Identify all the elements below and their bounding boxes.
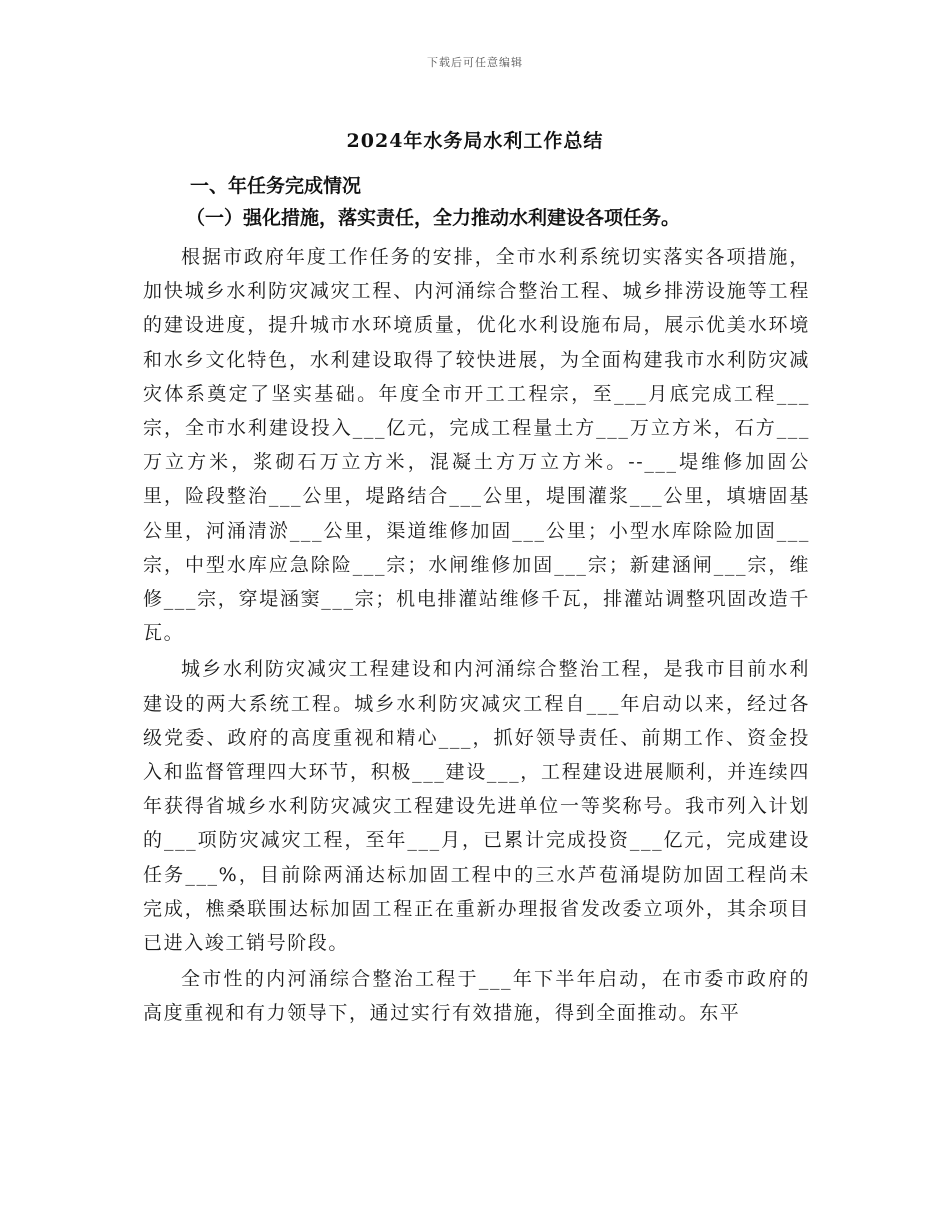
section-heading: 一、年任务完成情况 [190, 175, 362, 197]
paragraph-3: 全市性的内河涌综合整治工程于___年下半年启动，在市委市政府的高度重视和有力领导下，通过实行有效措施，得到全面推动。东平 [143, 968, 810, 1025]
paragraph-2: 城乡水利防灾减灾工程建设和内河涌综合整治工程，是我市目前水利建设的两大系统工程。城乡水利防灾减灾工程自___年启动以来，经过各级党委、政府的高度重视和精心___，抓好领导责任、前期工作、资金投入和监督管理四大环节，积极___建设___，工程建设进展顺利，并连续四年获得省城乡水利防灾减灾工程建设先进单位一等奖称号。我市列入计划的___项防灾减灾工程，至年___月，已累计完成投资___亿元，完成建设任务___%，目前除两涌达标加固工程中的三水芦苞涌堤防加固工程尚未完成，樵桑联围达标加固工程正在重新办理报省发改委立项外，其余项目已进入竣工销号阶段。 [143, 658, 810, 955]
running-header: 下载后可任意编辑 [427, 56, 523, 69]
subsection-heading: （一）强化措施，落实责任，全力推动水利建设各项任务。 [186, 207, 681, 229]
document-body [143, 170, 810, 1031]
paragraph-1: 根据市政府年度工作任务的安排，全市水利系统切实落实各项措施，加快城乡水利防灾减灾工程、内河涌综合整治工程、城乡排涝设施等工程的建设进度，提升城市水环境质量，优化水利设施布局，展示优美水环境和水乡文化特色，水利建设取得了较快进展，为全面构建我市水利防灾减灾体系奠定了坚实基础。年度全市开工工程宗，至___月底完成工程___宗，全市水利建设投入___亿元，完成工程量土方___万立方米，石方___万立方米，浆砌石万立方米，混凝土方万立方米。--___堤维修加固公里，险段整治___公里，堤路结合___公里，堤围灌浆___公里，填塘固基公里，河涌清淤___公里，渠道维修加固___公里；小型水库除险加固___宗，中型水库应急除险___宗；水闸维修加固___宗；新建涵闸___宗，维修___宗，穿堤涵窦___宗；机电排灌站维修千瓦，排灌站调整巩固改造千瓦。 [143, 246, 810, 645]
document-title: 2024年水务局水利工作总结 [346, 130, 604, 152]
